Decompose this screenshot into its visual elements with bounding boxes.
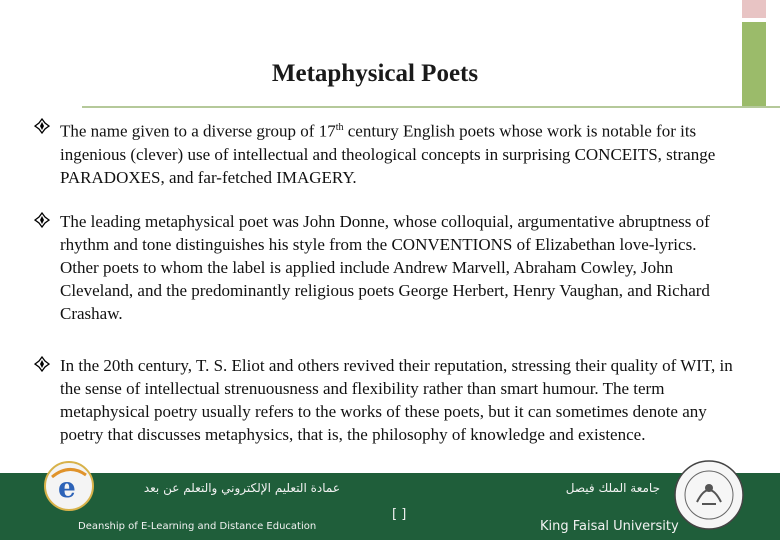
footer-bar bbox=[0, 473, 780, 540]
bullet-1 bbox=[34, 116, 734, 189]
page-number: [ ] bbox=[392, 507, 407, 522]
bullet-2-text: The leading metaphysical poet was John Donne, whose colloquial, argumentative abruptness of rhythm and tone distinguishes his style from the CONVENTIONS of Elizabethan love-lyrics. Other poets to whom the label is applied include Andrew Marvell, Abraham Cowley, John Cleveland, and the predominantly religious poets George Herbert, Henry Vaughan, and Richard Crashaw. bbox=[60, 212, 710, 323]
deanship-english-label: Deanship of E-Learning and Distance Education bbox=[78, 521, 317, 532]
diamond-bullet-icon bbox=[34, 356, 50, 372]
university-english-label: King Faisal University bbox=[540, 519, 679, 534]
elearning-logo-icon bbox=[40, 455, 98, 513]
accent-pink-block bbox=[742, 0, 766, 18]
bullet-2 bbox=[34, 210, 734, 325]
bullet-3 bbox=[34, 354, 734, 446]
university-arabic-label: جامعة الملك فيصل bbox=[565, 481, 660, 495]
deanship-arabic-label: عمادة التعليم الإلكتروني والتعلم عن بعد bbox=[143, 481, 340, 495]
svg-text:e: e bbox=[58, 471, 76, 504]
diamond-bullet-icon bbox=[34, 212, 50, 228]
bullet-3-text: In the 20th century, T. S. Eliot and others revived their reputation, stressing their quality of WIT, in the sense of intellectual strenuousness and flexibility rather than smart humour. The term metaphysical poetry usually refers to the works of these poets, but it can sometimes denote any poetry that discusses metaphysics, that is, the philosophy of knowledge and existence. bbox=[60, 356, 733, 444]
slide-title: Metaphysical Poets bbox=[271, 60, 479, 87]
university-seal-icon bbox=[672, 458, 746, 532]
title-underline bbox=[82, 106, 780, 108]
diamond-bullet-icon bbox=[34, 118, 50, 134]
bullet-1-text: The name given to a diverse group of 17th century English poets whose work is notable for its ingenious (clever) use of intellectual and theological concepts in surprising CONCEITS, strange PARADOXES, and far-fetched IMAGERY. bbox=[60, 121, 716, 187]
